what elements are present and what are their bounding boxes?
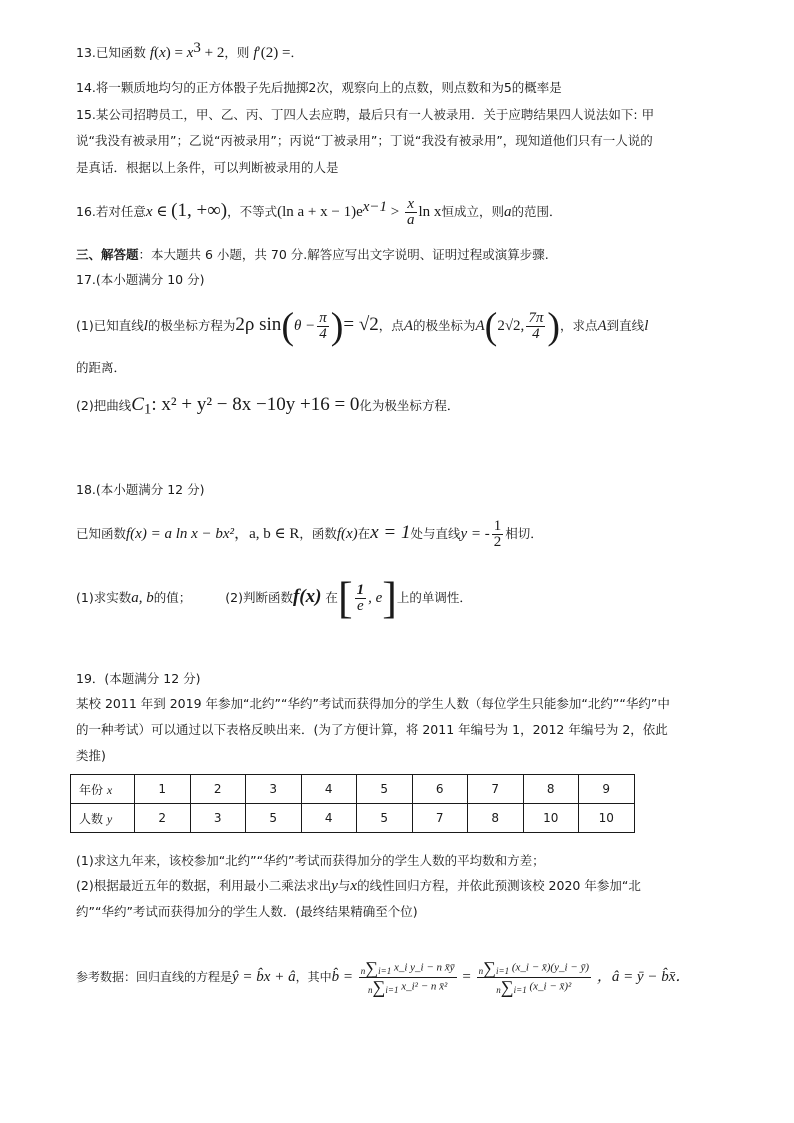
- table-cell: 8: [523, 775, 579, 804]
- q16-text: 16.若对任意: [76, 204, 146, 219]
- q13-equals: =: [278, 45, 291, 61]
- sum-bottom: i=1: [496, 966, 510, 976]
- q18-function: f(x) = a ln x − bx²: [126, 526, 235, 542]
- q13-end: ．: [290, 45, 304, 60]
- table-cell: 2: [190, 775, 246, 804]
- table-cell: 5: [357, 775, 413, 804]
- q18-p1-end: 的值；: [153, 590, 192, 605]
- q17-pi: π: [319, 310, 327, 326]
- q18-p2-end: 上的单调性．: [396, 590, 472, 605]
- sum-bottom: i=1: [513, 985, 527, 995]
- table-cell: 7: [412, 804, 468, 833]
- q13-x: x: [186, 45, 194, 61]
- q17-p1-ask2: 到直线: [606, 318, 645, 333]
- table-cell: 3: [246, 775, 302, 804]
- table-cell: 8: [468, 804, 524, 833]
- q18-p1: (1)求实数: [76, 590, 132, 605]
- q17-curve: C: [131, 394, 144, 415]
- q17-coord1: 2√2,: [497, 318, 525, 334]
- q16-end: 的范围．: [511, 204, 562, 219]
- sum-top: n: [478, 966, 484, 976]
- q19-line-3: 类推): [76, 748, 106, 763]
- section-3-heading: [76, 246, 549, 264]
- q16-lhs: (ln a + x − 1)e: [277, 204, 363, 220]
- ref-equals: =: [462, 969, 471, 985]
- q19-line-1: 某校 2011 年到 2019 年参加“北约”“华约”考试而获得加分的学生人数（每位学生只能参加“北约”“华约”中: [76, 696, 670, 711]
- section-3-title: 三、解答题: [76, 247, 139, 262]
- ref-mid: ，其中: [295, 970, 332, 984]
- q16-frac-num: x: [407, 196, 415, 212]
- q17-7pi: 7π: [528, 310, 544, 326]
- table-cell: 7: [468, 775, 524, 804]
- q17-p1-pt2: 的极坐标为: [412, 318, 476, 333]
- q18-end: 相切．: [505, 526, 543, 541]
- question-13: 13.已知函数 $f(x) = x^3 + 2$，则 f′(2) =．: [76, 39, 304, 61]
- q19-q2-y: y: [331, 878, 338, 894]
- table-cell: 4: [301, 775, 357, 804]
- q16-var: a: [503, 204, 512, 220]
- question-16: 16.若对任意x ∈ (1, +∞)，不等式(ln $a + x - 1)e^{x-1}$ > $\frac{x}{a}$ ln x恒成立，则a的范围．: [76, 196, 562, 228]
- table-cell: 2: [135, 804, 191, 833]
- q19-part-1: (1)求这九年来，该校参加“北约”“华约”考试而获得加分的学生人数的平均数和方差；: [76, 853, 545, 868]
- question-15-line-1: 15.某公司招聘员工，甲、乙、丙、丁四人去应聘，最后只有一人被录用．关于应聘结果四人说法如下: 甲: [76, 107, 655, 122]
- q18-int-num: 1: [356, 582, 365, 598]
- ref-den-2: (x_i − x̄)²: [529, 980, 572, 993]
- sum-top: n: [360, 966, 366, 976]
- q13-function: f: [149, 45, 155, 61]
- table-cell: 5: [357, 804, 413, 833]
- q18-y: y = -: [460, 526, 490, 542]
- ref-num-1: x_i y_i − n x̄ȳ: [393, 961, 455, 974]
- q18-intro-text: 已知函数: [76, 526, 127, 541]
- q17-part-2: [76, 394, 459, 417]
- q18-half-den: 2: [493, 534, 502, 550]
- ref-num-2: (x_i − x̄)(y_i − ȳ): [511, 961, 589, 974]
- table-cell: 6: [412, 775, 468, 804]
- q18-p2: (2)判断函数: [225, 590, 293, 605]
- q13-then: ，则: [224, 45, 250, 60]
- q17-title: 17.(本小题满分 10 分): [76, 272, 205, 287]
- sum-bottom: i=1: [385, 985, 399, 995]
- count-label: 人数: [79, 811, 104, 826]
- table-cell: 9: [579, 775, 635, 804]
- q18-fx: f(x): [336, 526, 358, 542]
- question-14: 14.将一颗质地均匀的正方体骰子先后抛掷2次，观察向上的点数，则点数和为5的概率是: [76, 80, 562, 95]
- q17-curve-eq: : x² + y² − 8x −10y +16 = 0: [151, 394, 360, 415]
- year-label: 年份: [79, 782, 104, 797]
- q17-part-1-line-2: 的距离．: [76, 360, 127, 375]
- table-cell: 1: [135, 775, 191, 804]
- table-cell: 10: [579, 804, 635, 833]
- q18-at: 在: [357, 526, 371, 541]
- q18-tangent: 处与直线: [410, 526, 461, 541]
- q17-part-1: (1)已知直线l的极坐标方程为2ρ sin(θ − $\frac{\pi}{4}$ )= √2，点A的极坐标为A(2√2, $\frac{7\pi}{4}$ )，求点A到直线l: [76, 305, 649, 348]
- q19-part-2-line-2: 约”“华约”考试而获得加分的学生人数．(最终结果精确至个位): [76, 904, 418, 919]
- q18-int-den: e: [355, 598, 367, 614]
- q18-p1-ab: a, b: [131, 590, 154, 606]
- sum-bottom: i=1: [378, 966, 392, 976]
- q17-point-a-2: A: [475, 318, 485, 334]
- ref-den-1: x_i² − n x̄²: [401, 980, 448, 993]
- data-table: [70, 774, 635, 833]
- q16-tail: 恒成立，则: [441, 204, 504, 219]
- q18-ab: ，a, b ∈ R: [234, 526, 300, 542]
- ref-a-hat: ，â = ȳ − b̂x̄．: [596, 969, 691, 985]
- q16-gt: >: [387, 204, 404, 220]
- q19-reference: [76, 940, 690, 1014]
- section-3-instructions: ：本大题共 6 小题，共 70 分.解答应写出文字说明、证明过程或演算步骤.: [138, 247, 549, 262]
- q17-curve-sub: 1: [143, 401, 152, 418]
- year-var: x: [106, 782, 113, 797]
- q18-title: 18.(本小题满分 12 分): [76, 482, 205, 497]
- ref-fraction-2: $\frac{n\sum i=1 (x\_i - x̄)(y\_i - ȳ)}{\text{n∑i=1 (x\_i − x̄)²}}$: [478, 958, 589, 997]
- table-row-header-count: [71, 804, 135, 833]
- count-var: y: [106, 811, 113, 826]
- table-row-header-year: [71, 775, 135, 804]
- q13-text: 已知函数: [95, 45, 146, 60]
- q18-x1: x = 1: [370, 522, 411, 543]
- ref-regression-eq: ŷ = b̂x + â: [232, 969, 296, 985]
- table-cell: 10: [523, 804, 579, 833]
- q13-plus: + 2: [200, 45, 225, 61]
- q19-q2c: 的线性回归方程，并依此预测该校 2020 年参加“北: [357, 878, 641, 893]
- q19-line-2: 的一种考试）可以通过以下表格反映出来．(为了方便计算，将 2011 年编号为 1，2012 年编号为 2，依此: [76, 722, 668, 737]
- q18-mid: ，函数: [299, 526, 337, 541]
- q17-four: 4: [317, 326, 329, 342]
- q19-part-2: [76, 877, 641, 895]
- q17-p1-mid: 的极坐标方程为: [147, 318, 236, 333]
- q19-q2-x: x: [350, 878, 358, 894]
- q19-title: 19．(本题满分 12 分): [76, 671, 201, 686]
- q18-half-num: 1: [493, 518, 502, 534]
- sum-top: n: [368, 985, 373, 995]
- q18-p2-in: 在: [325, 590, 338, 605]
- question-15-line-3: 是真话．根据以上条件，可以判断被录用的人是: [76, 160, 339, 175]
- q17-p1-pt: ，点: [378, 318, 404, 333]
- ref-b-hat: b̂ =: [331, 969, 353, 985]
- table-cell: 3: [190, 804, 246, 833]
- q18-int-e: , e: [368, 590, 383, 606]
- q18-p2-f: f(x): [292, 586, 322, 607]
- question-15-line-2: 说“我没有被录用”；乙说“丙被录用”；丙说“丁被录用”；丁说“我没有被录用”，现知道他们只有一人说的: [76, 133, 653, 148]
- q17-p1-ask: ，求点: [559, 318, 598, 333]
- q16-frac-den: a: [407, 212, 415, 228]
- q17-line-l-2: l: [644, 318, 649, 334]
- q19-q2a: (2)根据最近五年的数据，利用最小二乘法求出: [76, 878, 332, 893]
- q17-eq-rhs: = √2: [343, 314, 379, 335]
- q17-p2-end: 化为极坐标方程．: [359, 398, 460, 413]
- q17-p1-pre: (1)已知直线: [76, 318, 144, 333]
- ref-fraction-1: $\frac{\text{n∑i=1 x\_i y\_i − n x̄ȳ}}{\text{n∑i=1 x\_i² − n x̄²}}$: [360, 958, 455, 997]
- table-cell: 4: [301, 804, 357, 833]
- q13-number: 13.: [76, 45, 96, 60]
- table-row: [71, 775, 635, 804]
- q18-parts: (1)求实数a, b的值； (2)判断函数f(x) 在[ $\frac{1}{e}$ , e]上的单调性．: [76, 573, 472, 623]
- table-row: [71, 804, 635, 833]
- q17-p2-pre: (2)把曲线: [76, 398, 132, 413]
- q17-theta: θ −: [293, 318, 316, 334]
- q17-point-a-3: A: [597, 318, 607, 334]
- table-cell: 5: [246, 804, 302, 833]
- q17-four-b: 4: [526, 326, 545, 342]
- q16-rhs: ln x: [418, 204, 442, 220]
- q17-eq-lhs: 2ρ sin: [235, 314, 282, 335]
- q16-ineq-label: ，不等式: [227, 204, 278, 219]
- q16-exponent: x−1: [362, 198, 388, 215]
- q19-q2b: 与: [337, 878, 351, 893]
- sum-top: n: [496, 985, 501, 995]
- q16-interval: (1, +∞): [171, 200, 228, 221]
- q17-line-l: l: [143, 318, 148, 334]
- q18-intro: [76, 515, 543, 552]
- q17-point-a: A: [403, 318, 413, 334]
- ref-pre: 参考数据：回归直线的方程是: [76, 970, 233, 984]
